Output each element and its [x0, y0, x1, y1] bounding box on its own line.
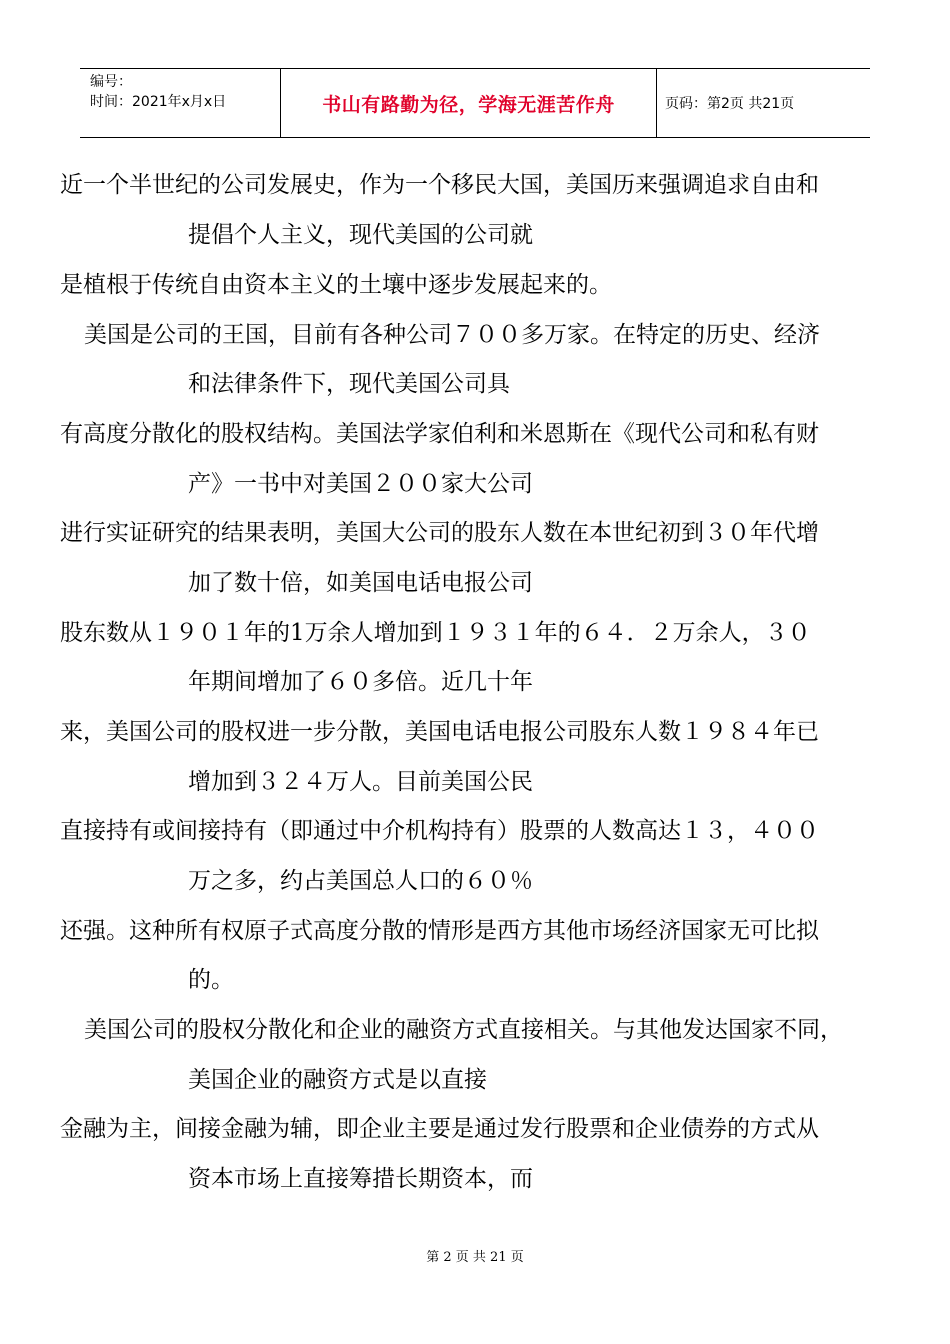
text-line: 美国企业的融资方式是以直接 — [188, 1067, 487, 1093]
text-line: 有高度分散化的股权结构。美国法学家伯利和米恩斯在《现代公司和私有财 — [60, 421, 819, 447]
motto-text: 书山有路勤为径，学海无涯苦作舟 — [322, 93, 615, 116]
text-line: 来，美国公司的股权进一步分散，美国电话电报公司股东人数１９８４年已 — [60, 719, 819, 745]
text-line: 提倡个人主义，现代美国的公司就 — [188, 222, 533, 248]
text-line: 产》一书中对美国２００家大公司 — [188, 471, 533, 497]
text-line: 美国是公司的王国，目前有各种公司７００多万家。在特定的历史、经济 — [84, 322, 820, 348]
text-line: 美国公司的股权分散化和企业的融资方式直接相关。与其他发达国家不同， — [84, 1017, 843, 1043]
text-line: 加了数十倍，如美国电话电报公司 — [188, 570, 533, 596]
number-label: 编号： — [90, 74, 132, 90]
text-line: 的。 — [188, 967, 234, 993]
page-info-text: 页码：第2页 共21页 — [665, 96, 795, 112]
text-line: 股东数从１９０１年的1万余人增加到１９３１年的６４．２万余人，３０ — [60, 620, 811, 646]
text-line: 万之多，约占美国总人口的６０％ — [188, 868, 533, 894]
text-line: 增加到３２４万人。目前美国公民 — [188, 769, 533, 795]
text-line: 年期间增加了６０多倍。近几十年 — [188, 669, 533, 695]
page-footer — [0, 1246, 950, 1265]
footer-page-number: 第 2 页 共 21 页 — [426, 1250, 524, 1265]
text-line: 还强。这种所有权原子式高度分散的情形是西方其他市场经济国家无可比拟 — [60, 918, 819, 944]
text-line: 直接持有或间接持有（即通过中介机构持有）股票的人数高达１３，４００ — [60, 818, 819, 844]
text-line: 金融为主，间接金融为辅，即企业主要是通过发行股票和企业债券的方式从 — [60, 1116, 819, 1142]
time-label: 时间：2021年x月x日 — [90, 94, 227, 110]
text-line: 是植根于传统自由资本主义的土壤中逐步发展起来的。 — [60, 272, 612, 298]
text-line: 进行实证研究的结果表明，美国大公司的股东人数在本世纪初到３０年代增 — [60, 520, 819, 546]
text-line: 近一个半世纪的公司发展史，作为一个移民大国，美国历来强调追求自由和 — [60, 172, 819, 198]
text-line: 和法律条件下，现代美国公司具 — [188, 371, 510, 397]
text-line: 资本市场上直接筹措长期资本，而 — [188, 1166, 533, 1192]
